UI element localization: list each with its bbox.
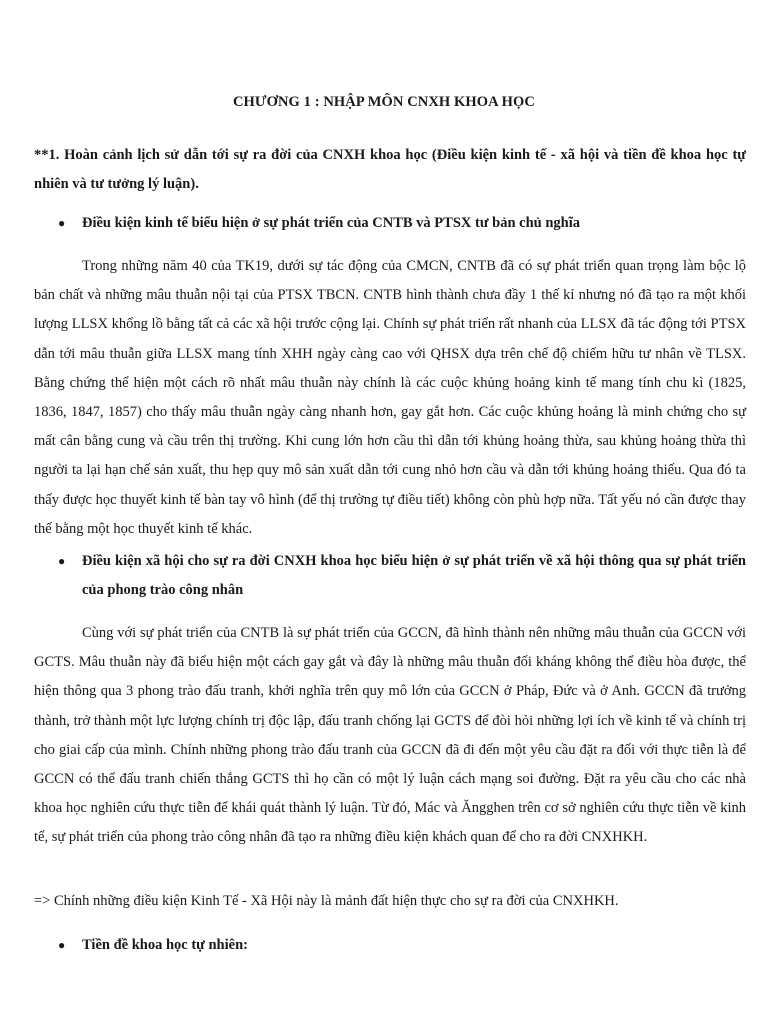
section-heading: **1. Hoàn cảnh lịch sử dẫn tới sự ra đời của CNXH khoa học (Điều kiện kinh tế - xã hội và tiền đề khoa học tự nhiên và tư tưởng lý luận). bbox=[34, 147, 746, 192]
paragraph: Cùng với sự phát triển của CNTB là sự phát triển của GCCN, đã hình thành nên những mâu thuẫn của GCCN với GCTS. Mâu thuẫn này đã biểu hiện một cách gay gắt và đây là những mâu thuẫn đối kháng không thể điều hòa được, thể hiện thông qua 3 phong trào đấu tranh, khởi nghĩa trên quy mô lớn của GCCN ở Pháp, Đức và ở Anh. GCCN đã trưởng thành, trở thành một lực lượng chính trị độc lập, đấu tranh chống lại GCTS để đòi hỏi những lợi ích về kinh tế và chính trị cho giai cấp của mình. Chính những phong trào đấu tranh của GCCN đã đi đến một yêu cầu đặt ra đối với thực tiễn là để GCCN có thể đấu tranh chiến thắng GCTS thì họ cần có một lý luận cách mạng soi đường. Đặt ra yêu cầu cho các nhà khoa học nghiên cứu thực tiễn để khái quát thành lý luận. Từ đó, Mác và Ăngghen trên cơ sở nghiên cứu thực tiễn về kinh tế, sự phát triển của phong trào công nhân đã tạo ra những điều kiện khách quan để cho ra đời CNXHKH. bbox=[34, 625, 746, 846]
bullet-item bbox=[58, 931, 746, 960]
bullet-item bbox=[58, 547, 746, 605]
bullet-dot-icon: ● bbox=[58, 938, 66, 952]
bullet-text: Điều kiện kinh tế biểu hiện ở sự phát triển của CNTB và PTSX tư bản chủ nghĩa bbox=[82, 215, 580, 231]
chapter-title: CHƯƠNG 1 : NHẬP MÔN CNXH KHOA HỌC bbox=[232, 94, 535, 110]
conclusion-text: => Chính những điều kiện Kinh Tế - Xã Hội này là mảnh đất hiện thực cho sự ra đời của CNXHKH. bbox=[34, 893, 619, 909]
bullet-dot-icon: ● bbox=[58, 554, 66, 568]
bullet-dot-icon: ● bbox=[58, 216, 66, 230]
bullet-item bbox=[58, 209, 746, 238]
bullet-text: Tiền đề khoa học tự nhiên: bbox=[82, 937, 248, 953]
paragraph: Trong những năm 40 của TK19, dưới sự tác động của CMCN, CNTB đã có sự phát triển quan trọng làm bộc lộ bản chất và những mâu thuẫn nội tại của PTSX TBCN. CNTB hình thành chưa đầy 1 thế kỉ nhưng nó đã tạo ra một khối lượng LLSX khổng lồ bằng tất cả các xã hội trước cộng lại. Chính sự phát triển rất nhanh của LLSX đã tác động tới PTSX dẫn tới mâu thuẫn giữa LLSX mang tính XHH ngày càng cao với QHSX dựa trên chế độ chiếm hữu tư nhân về TLSX. Bằng chứng thể hiện một cách rõ nhất mâu thuẫn này chính là các cuộc khủng hoảng kinh tế mang tính chu kì (1825, 1836, 1847, 1857) cho thấy mâu thuẫn ngày càng nhanh hơn, gay gắt hơn. Các cuộc khủng hoảng là minh chứng cho sự mất cân bằng cung và cầu trên thị trường. Khi cung lớn hơn cầu thì dẫn tới khủng hoảng thừa, sau khủng hoảng thừa thì người ta lại hạn chế sản xuất, thu hẹp quy mô sản xuất dẫn tới cung nhỏ hơn cầu và dẫn tới khủng hoảng thiếu. Qua đó ta thấy được học thuyết kinh tế bàn tay vô hình (để thị trường tự điều tiết) không còn phù hợp nữa. Tất yếu nó cần được thay thế bằng một học thuyết kinh tế khác. bbox=[34, 258, 746, 537]
bullet-text: Điều kiện xã hội cho sự ra đời CNXH khoa học biểu hiện ở sự phát triển về xã hội thông qua sự phát triển của phong trào công nhân bbox=[82, 553, 746, 598]
